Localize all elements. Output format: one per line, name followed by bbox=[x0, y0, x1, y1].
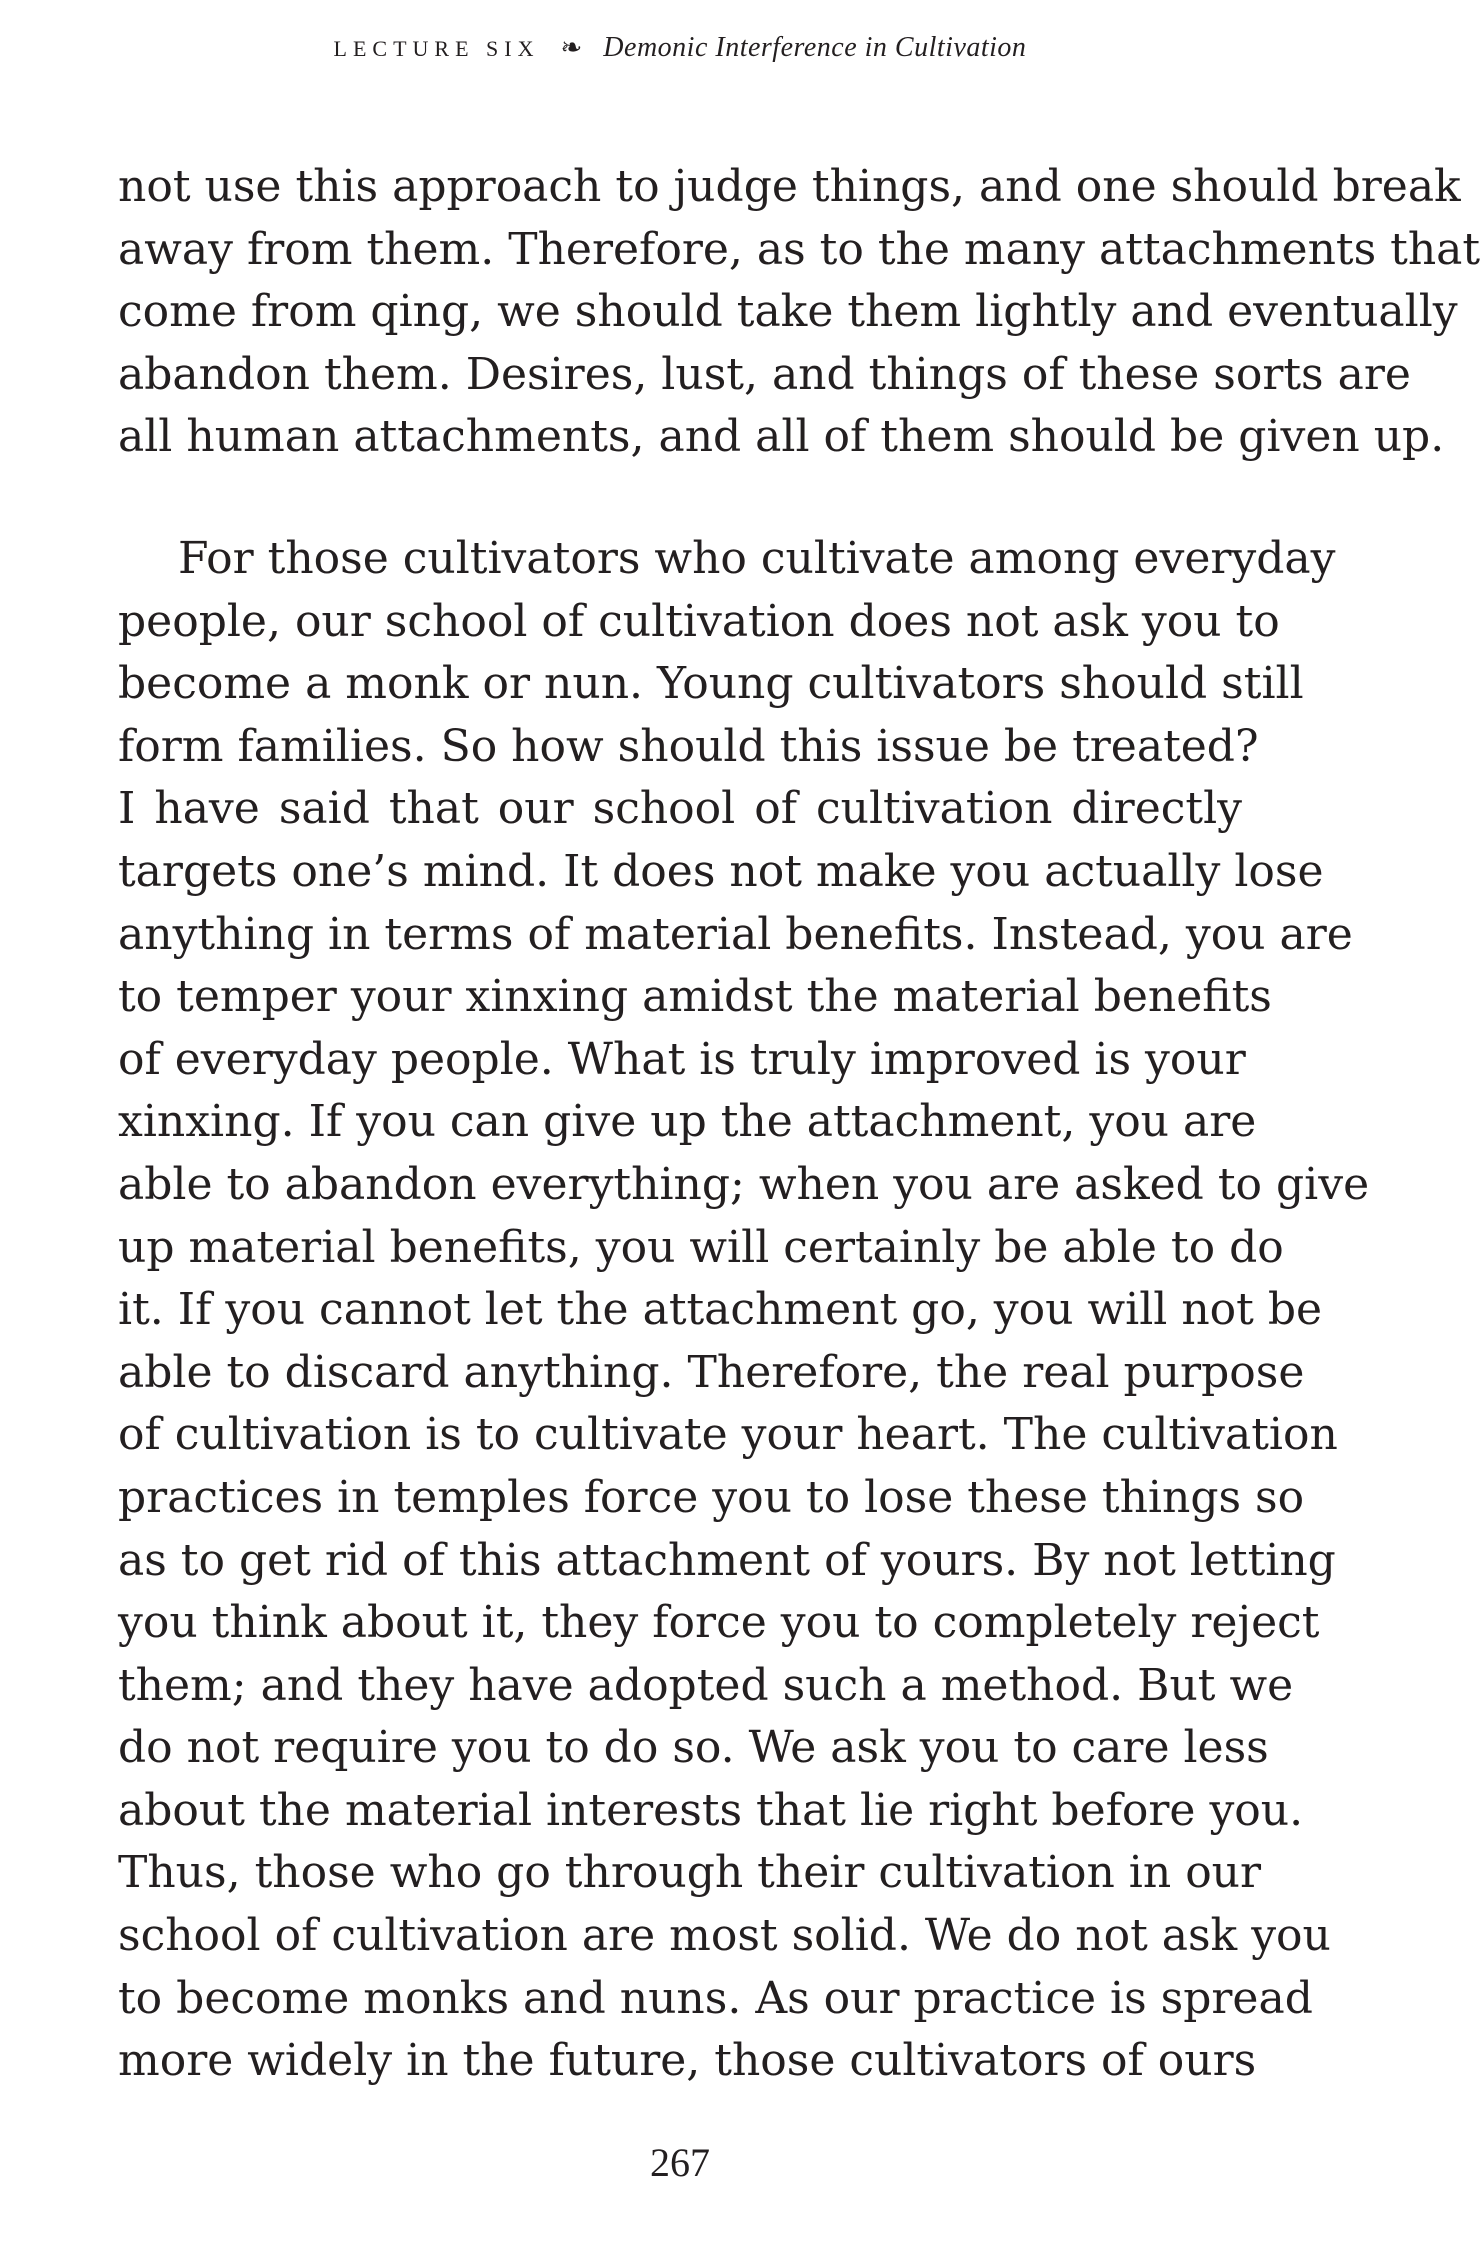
paragraph-line: I have said that our school of cultivation directly bbox=[118, 783, 1242, 835]
paragraph-line: For those cultivators who cultivate among everyday bbox=[178, 533, 1336, 584]
paragraph-line: about the material interests that lie right before you. bbox=[118, 1784, 1304, 1836]
paragraph-line: them; and they have adopted such a method. But we bbox=[118, 1659, 1294, 1711]
paragraph-line: to temper your xinxing amidst the material benefits bbox=[118, 971, 1272, 1023]
paragraph-line: form families. So how should this issue be treated? bbox=[118, 720, 1259, 772]
paragraph-line: up material benefits, you will certainly be able to do bbox=[118, 1221, 1284, 1273]
paragraph-line: as to get rid of this attachment of yours. By not letting bbox=[118, 1534, 1336, 1586]
paragraph-line: not use this approach to judge things, and one should break bbox=[118, 161, 1461, 212]
paragraph-line: do not require you to do so. We ask you to care less bbox=[118, 1722, 1269, 1774]
paragraph-line: all human attachments, and all of them should be given up. bbox=[118, 411, 1445, 463]
paragraph-line: targets one’s mind. It does not make you actually lose bbox=[118, 845, 1324, 897]
paragraph-line: you think about it, they force you to completely reject bbox=[118, 1597, 1320, 1649]
paragraph-line: able to discard anything. Therefore, the real purpose bbox=[118, 1346, 1305, 1398]
paragraph-line: become a monk or nun. Young cultivators should still bbox=[118, 658, 1304, 710]
running-head-title: Demonic Interference in Cultivation bbox=[603, 32, 1027, 63]
paragraph-line: of everyday people. What is truly improved is your bbox=[118, 1033, 1246, 1085]
paragraph-line: of cultivation is to cultivate your heart. The cultivation bbox=[118, 1409, 1338, 1461]
paragraph-line: people, our school of cultivation does not ask you to bbox=[118, 595, 1280, 647]
paragraph-line: away from them. Therefore, as to the many attachments that bbox=[118, 223, 1480, 275]
paragraph-line: come from qing, we should take them lightly and eventually bbox=[118, 286, 1458, 338]
running-head-lecture: LECTURE SIX bbox=[333, 36, 540, 61]
page-number: 267 bbox=[650, 2140, 710, 2185]
paragraph-line: Thus, those who go through their cultivation in our bbox=[118, 1847, 1262, 1899]
paragraph-line: it. If you cannot let the attachment go, you will not be bbox=[118, 1284, 1323, 1336]
paragraph-2 bbox=[118, 528, 1370, 2093]
paragraph-line: to become monks and nuns. As our practice is spread bbox=[118, 1972, 1313, 2024]
paragraph-line: practices in temples force you to lose these things so bbox=[118, 1471, 1305, 1523]
running-head bbox=[0, 28, 1360, 69]
paragraph-line: anything in terms of material benefits. Instead, you are bbox=[118, 908, 1353, 960]
fleuron-icon: ❧ bbox=[560, 33, 583, 62]
paragraph-1 bbox=[118, 156, 1480, 469]
paragraph-line: school of cultivation are most solid. We do not ask you bbox=[118, 1910, 1331, 1962]
paragraph-line: able to abandon everything; when you are asked to give bbox=[118, 1158, 1370, 1210]
paragraph-line: xinxing. If you can give up the attachment, you are bbox=[118, 1096, 1257, 1148]
paragraph-line: more widely in the future, those cultivators of ours bbox=[118, 2035, 1257, 2087]
paragraph-line: abandon them. Desires, lust, and things of these sorts are bbox=[118, 348, 1411, 400]
